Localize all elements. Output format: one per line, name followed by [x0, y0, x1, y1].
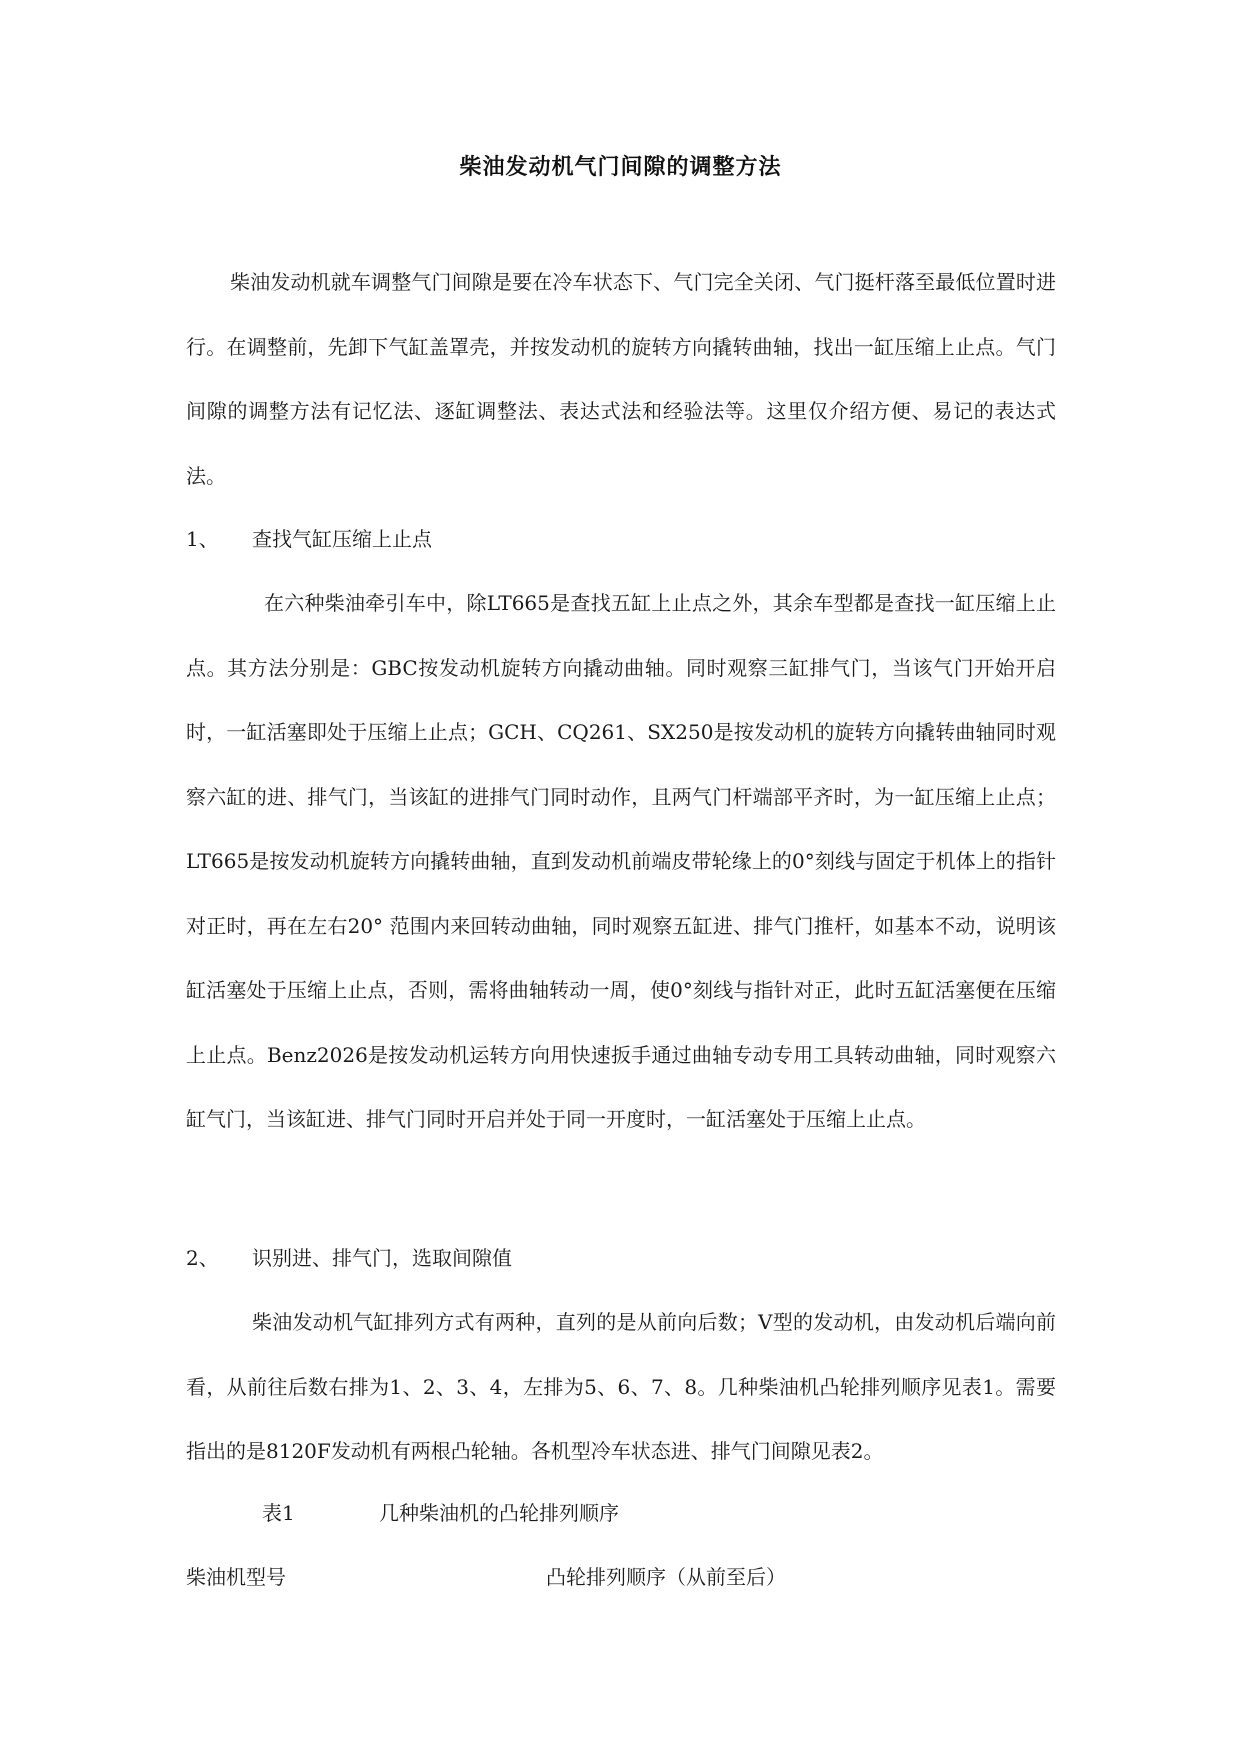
- section-heading-2: [186, 1243, 512, 1273]
- section-1-paragraph: 在六种柴油牵引车中，除LT665是查找五缸上止点之外，其余车型都是查找一缸压缩上止点。其方法分别是：GBC按发动机旋转方向撬动曲轴。同时观察三缸排气门，当该气门开始开启时，一缸活塞即处于压缩上止点；GCH、CQ261、SX250是按发动机的旋转方向撬转曲轴同时观察六缸的进、排气门，当该缸的进排气门同时动作，且两气门杆端部平齐时，为一缸压缩上止点；LT665是按发动机旋转方向撬转曲轴，直到发动机前端皮带轮缘上的0°刻线与固定于机体上的指针对正时，再在左右20° 范围内来回转动曲轴，同时观察五缸进、排气门推杆，如基本不动，说明该缸活塞处于压缩上止点，否则，需将曲轴转动一周，使0°刻线与指针对正，此时五缸活塞便在压缩上止点。Benz2026是按发动机运转方向用快速扳手通过曲轴专动专用工具转动曲轴，同时观察六缸气门，当该缸进、排气门同时开启并处于同一开度时，一缸活塞处于压缩上止点。: [186, 591, 1056, 1131]
- section-2-paragraph: 柴油发动机气缸排列方式有两种，直列的是从前向后数；V型的发动机，由发动机后端向前看，从前往后数右排为1、2、3、4，左排为5、6、7、8。几种柴油机凸轮排列顺序见表1。需要指出的是8120F发动机有两根凸轮轴。各机型冷车状态进、排气门间隙见表2。: [186, 1310, 1056, 1463]
- table-caption: [262, 1498, 619, 1528]
- section-title-1: 查找气缸压缩上止点: [252, 527, 432, 551]
- table-number: 表1: [262, 1501, 295, 1525]
- table-title: 几种柴油机的凸轮排列顺序: [379, 1501, 619, 1525]
- document-title: 柴油发动机气门间隙的调整方法: [459, 154, 782, 180]
- section-title-2: 识别进、排气门，选取间隙值: [252, 1246, 512, 1270]
- section-heading-1: [186, 524, 432, 554]
- table-header-order: 凸轮排列顺序（从前至后）: [546, 1565, 786, 1589]
- section-number-2: 2、: [186, 1246, 219, 1270]
- intro-paragraph: 柴油发动机就车调整气门间隙是要在冷车状态下、气门完全关闭、气门挺杆落至最低位置时进行。在调整前，先卸下气缸盖罩壳，并按发动机的旋转方向撬转曲轴，找出一缸压缩上止点。气门间隙的调整方法有记忆法、逐缸调整法、表达式法和经验法等。这里仅介绍方便、易记的表达式法。: [186, 270, 1056, 488]
- section-number-1: 1、: [186, 527, 219, 551]
- table-header-model: 柴油机型号: [186, 1565, 286, 1589]
